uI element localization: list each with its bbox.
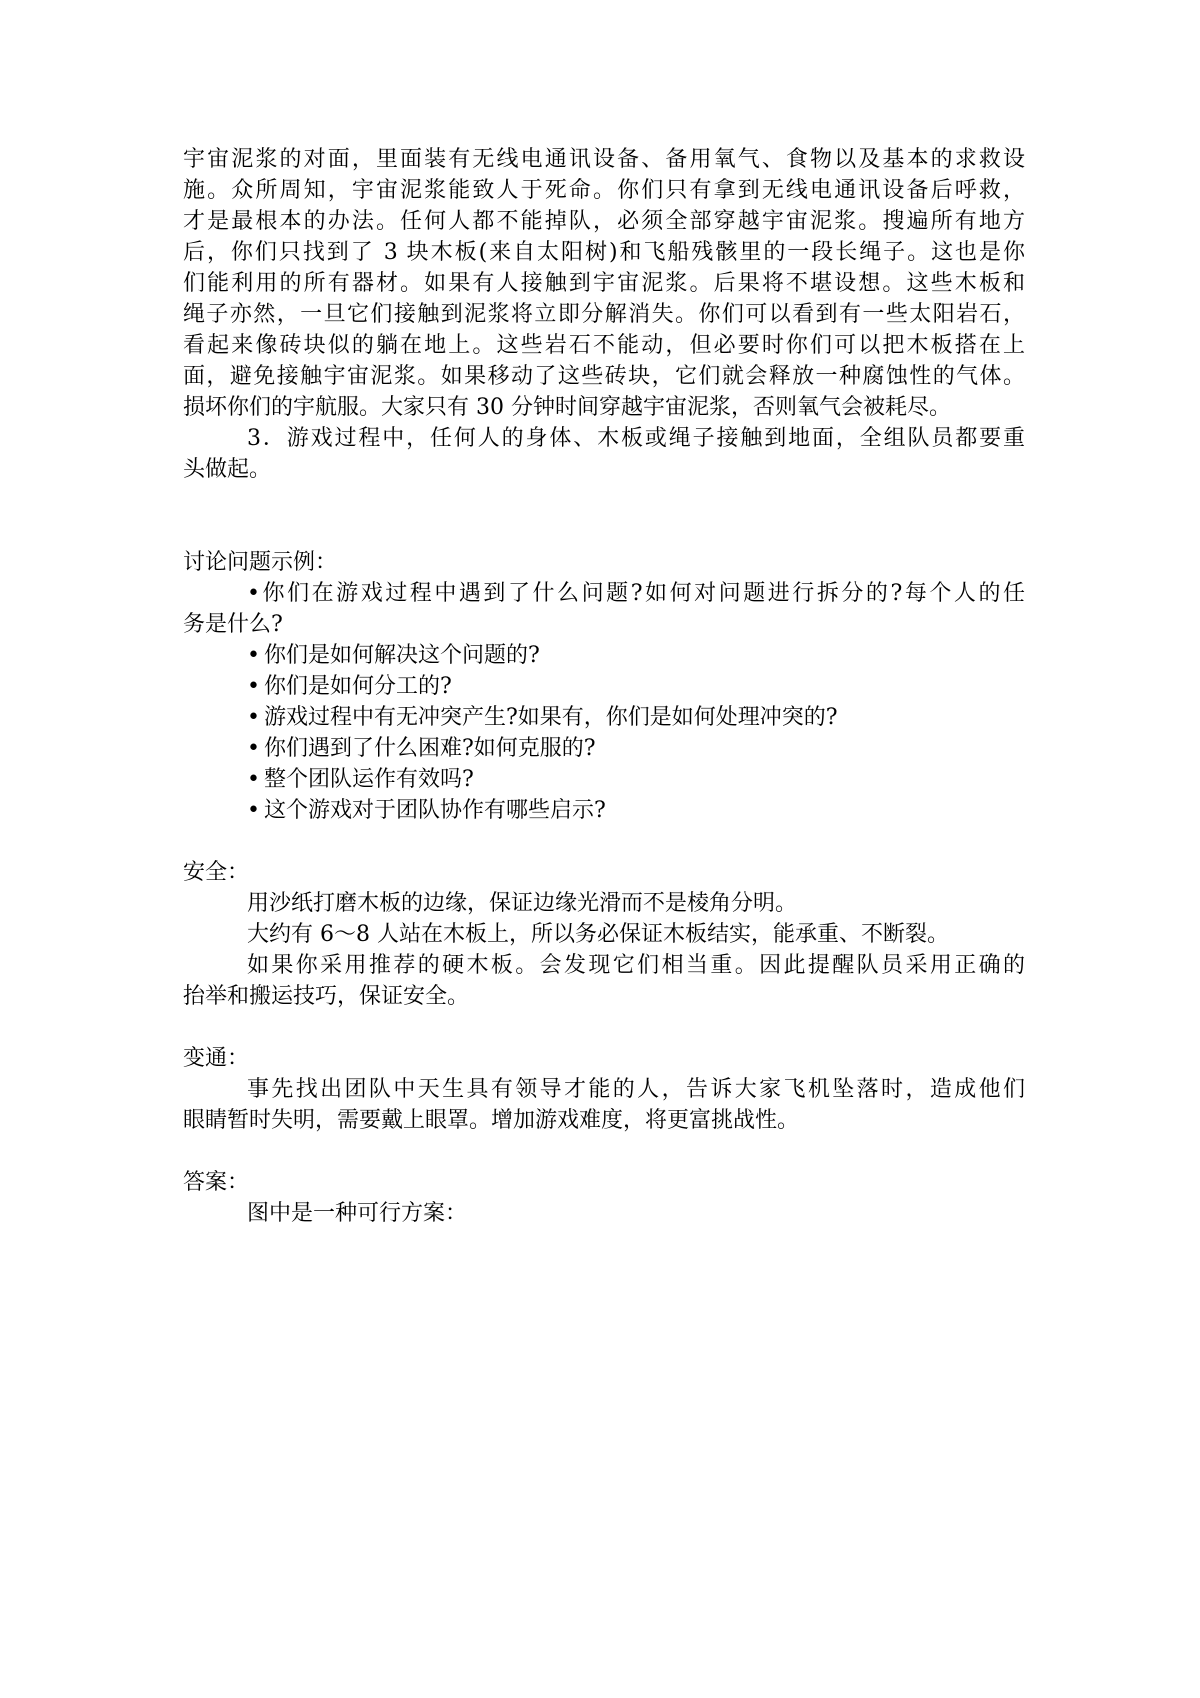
spacer xyxy=(183,1136,1025,1167)
bullet-icon: • xyxy=(247,643,260,668)
bullet-icon: • xyxy=(247,767,260,792)
safety-line: 大约有 6～8 人站在木板上，所以务必保证木板结实，能承重、不断裂。 xyxy=(247,922,949,947)
discussion-item-text: 你们是如何解决这个问题的? xyxy=(263,643,540,668)
discussion-item-text: 游戏过程中有无冲突产生?如果有，你们是如何处理冲突的? xyxy=(263,705,838,730)
intro-line: 损坏你们的宇航服。大家只有 30 分钟时间穿越宇宙泥浆，否则氧气会被耗尽。 xyxy=(183,395,951,420)
safety-line: 如果你采用推荐的硬木板。会发现它们相当重。因此提醒队员采用正确的 xyxy=(247,953,1025,978)
safety-line: 抬举和搬运技巧，保证安全。 xyxy=(183,984,470,1009)
rule-3-line: 3．游戏过程中，任何人的身体、木板或绳子接触到地面，全组队员都要重 xyxy=(247,426,1025,451)
safety-line: 用沙纸打磨木板的边缘，保证边缘光滑而不是棱角分明。 xyxy=(247,891,798,916)
bullet-icon: • xyxy=(247,705,260,730)
intro-line: 面，避免接触宇宙泥浆。如果移动了这些砖块，它们就会释放一种腐蚀性的气体。 xyxy=(183,364,1025,389)
safety-heading: 安全： xyxy=(183,860,250,885)
discussion-item xyxy=(183,795,1025,826)
answer-heading: 答案： xyxy=(183,1170,250,1195)
variation-line: 眼睛暂时失明，需要戴上眼罩。增加游戏难度，将更富挑战性。 xyxy=(183,1108,800,1133)
discussion-heading: 讨论问题示例： xyxy=(183,550,338,575)
intro-line: 宇宙泥浆的对面，里面装有无线电通讯设备、备用氧气、食物以及基本的求救设 xyxy=(183,147,1025,172)
discussion-item-text: 这个游戏对于团队协作有哪些启示? xyxy=(263,798,606,823)
discussion-item-text: 你们是如何分工的? xyxy=(263,674,452,699)
bullet-icon: • xyxy=(247,798,260,823)
answer-line: 图中是一种可行方案： xyxy=(247,1201,468,1226)
intro-line: 才是最根本的办法。任何人都不能掉队，必须全部穿越宇宙泥浆。搜遍所有地方 xyxy=(183,209,1025,234)
variation-line: 事先找出团队中天生具有领导才能的人，告诉大家飞机坠落时，造成他们 xyxy=(247,1077,1025,1102)
spacer xyxy=(183,485,1025,547)
spacer xyxy=(183,826,1025,857)
discussion-item xyxy=(183,671,1025,702)
discussion-item-text: 你们遇到了什么困难?如何克服的? xyxy=(263,736,596,761)
bullet-icon: • xyxy=(247,674,260,699)
discussion-item xyxy=(183,733,1025,764)
intro-line: 施。众所周知，宇宙泥浆能致人于死命。你们只有拿到无线电通讯设备后呼救， xyxy=(183,178,1025,203)
document-body xyxy=(183,144,1025,1229)
discussion-item xyxy=(183,764,1025,795)
intro-line: 绳子亦然，一旦它们接触到泥浆将立即分解消失。你们可以看到有一些太阳岩石， xyxy=(183,302,1025,327)
discussion-item-continued: 务是什么? xyxy=(183,612,283,637)
discussion-item xyxy=(183,640,1025,671)
discussion-item xyxy=(183,702,1025,733)
intro-line: 们能利用的所有器材。如果有人接触到宇宙泥浆。后果将不堪设想。这些木板和 xyxy=(183,271,1025,296)
bullet-icon: • xyxy=(247,736,260,761)
rule-3-line: 头做起。 xyxy=(183,457,272,482)
variation-heading: 变通： xyxy=(183,1046,250,1071)
spacer xyxy=(183,1012,1025,1043)
discussion-item: •你们在游戏过程中遇到了什么问题?如何对问题进行拆分的?每个人的任 xyxy=(247,581,1025,606)
intro-line: 后，你们只找到了 3 块木板(来自太阳树)和飞船残骸里的一段长绳子。这也是你 xyxy=(183,240,1025,265)
discussion-item-text: 整个团队运作有效吗? xyxy=(263,767,474,792)
intro-line: 看起来像砖块似的躺在地上。这些岩石不能动，但必要时你们可以把木板搭在上 xyxy=(183,333,1025,358)
